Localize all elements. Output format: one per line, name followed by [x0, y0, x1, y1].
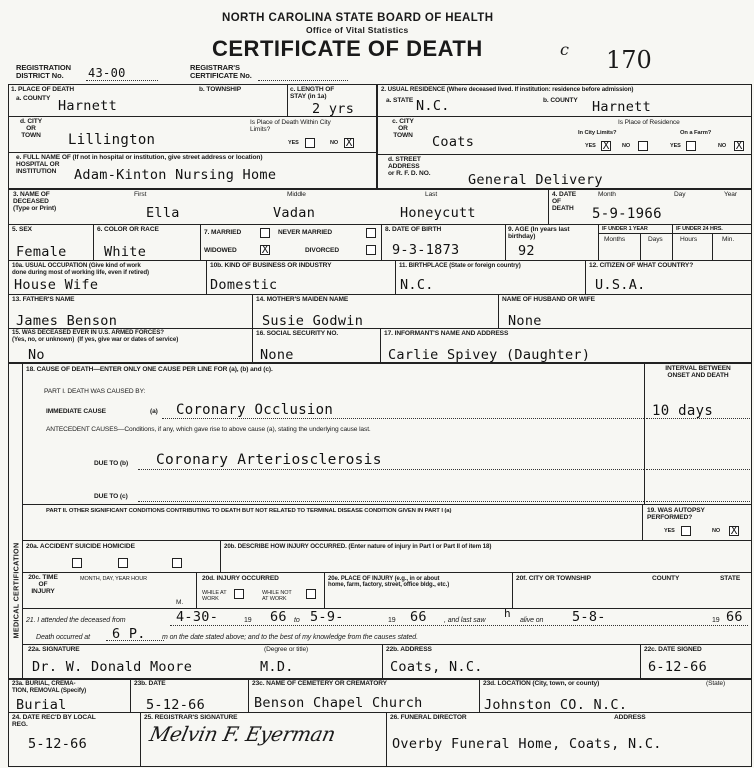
date-of-birth: 9-3-1873: [392, 242, 460, 258]
father-label: 13. FATHER'S NAME: [12, 296, 75, 303]
line: [380, 328, 381, 362]
farm-yes-label: YES: [670, 143, 681, 149]
line: [8, 260, 752, 261]
due-to-c-label: DUE TO (c): [94, 493, 128, 500]
line: [498, 294, 499, 328]
first-label: First: [134, 191, 147, 198]
occupation: House Wife: [14, 277, 99, 293]
underlying-cause: Coronary Arteriosclerosis: [156, 452, 382, 468]
birthplace-label: 11. BIRTHPLACE (State or foreign country): [399, 262, 521, 269]
date-of-birth-label: 8. DATE OF BIRTH: [385, 226, 442, 233]
cause-b-line: [138, 469, 644, 470]
section-divider: [376, 84, 378, 188]
line: [640, 644, 641, 678]
line: [22, 644, 752, 645]
burial-date: 5-12-66: [146, 697, 205, 713]
days-label: Days: [648, 236, 663, 243]
street-address: General Delivery: [468, 172, 603, 188]
frame-left: [8, 84, 9, 766]
hospital-name: Adam-Kinton Nursing Home: [74, 167, 277, 183]
widowed-checkbox[interactable]: X: [261, 243, 269, 256]
autopsy-yes-checkbox[interactable]: [681, 526, 691, 536]
under-year-label: IF UNDER 1 YEAR: [602, 226, 648, 232]
last-seen-date: 5-8-: [572, 609, 606, 625]
in-city-limits-label: In City Limits?: [578, 130, 617, 136]
injury-occurred-label: 20d. INJURY OCCURRED: [202, 575, 279, 582]
line: [8, 152, 376, 153]
line: [22, 608, 752, 609]
last-seen-year: 66: [726, 609, 743, 625]
last-seen-19: 19: [712, 617, 720, 624]
usual-residence-label: 2. USUAL RESIDENCE (Where deceased lived. If institution: residence before admission): [381, 86, 634, 93]
physician-degree: M.D.: [260, 659, 294, 675]
line: [644, 362, 645, 504]
physician-address-label: 22b. ADDRESS: [386, 646, 432, 653]
handwritten-mark: c: [560, 40, 569, 59]
line: [220, 540, 221, 572]
funeral-director: Overby Funeral Home, Coats, N.C.: [392, 736, 662, 752]
line: [130, 678, 131, 712]
cause-c-line: [138, 501, 644, 502]
never-married-checkbox[interactable]: [366, 228, 376, 238]
burial-kind: Burial: [16, 697, 67, 713]
in-city-no-label: NO: [622, 143, 631, 149]
sex-label: 5. SEX: [12, 226, 32, 233]
attended-to-19: 19: [388, 617, 396, 624]
autopsy-no-checkbox[interactable]: X: [730, 524, 738, 537]
date-received: 5-12-66: [28, 736, 87, 752]
document-title: CERTIFICATE OF DEATH: [212, 36, 483, 61]
attended-label: 21. I attended the deceased from: [26, 617, 126, 624]
age-label: 9. AGE (In years last birthday): [508, 226, 570, 240]
mother-name: Susie Godwin: [262, 313, 364, 329]
farm-no-checkbox[interactable]: X: [735, 139, 743, 152]
line: [140, 712, 141, 766]
residence-county: Harnett: [592, 99, 651, 115]
death-city: Lillington: [68, 132, 156, 148]
registrar-certificate-label: REGISTRAR'S CERTIFICATE No.: [190, 63, 252, 80]
while-work-checkbox[interactable]: [234, 589, 244, 599]
date-of-death-label: 4. DATE OF DEATH: [552, 191, 577, 212]
death-hour: 6 P.: [112, 626, 146, 642]
line: [8, 294, 752, 295]
registration-district-value: 43-00: [88, 66, 126, 80]
month-label: Month: [598, 191, 616, 198]
day-label: Day: [674, 191, 686, 198]
burial-date-label: 23b. DATE: [134, 680, 166, 687]
never-married-label: NEVER MARRIED: [278, 229, 333, 236]
last-name: Honeycutt: [400, 205, 476, 221]
deceased-name-label: 3. NAME OF DECEASED (Type or Print): [13, 191, 57, 212]
date-signed-label: 22c. DATE SIGNED: [644, 646, 702, 653]
sex: Female: [16, 244, 67, 260]
line: [640, 233, 641, 260]
injury-county-label: COUNTY: [652, 575, 680, 582]
line: [376, 116, 752, 117]
place-of-residence-label: Is Place of Residence: [618, 119, 680, 126]
medical-certification-side-label: MEDICAL CERTIFICATION: [11, 542, 21, 639]
burial-location: Johnston CO. N.C.: [484, 697, 628, 713]
funeral-address-label: ADDRESS: [614, 714, 646, 721]
line: [386, 712, 387, 766]
line: [8, 712, 752, 713]
in-city-no-checkbox[interactable]: [638, 141, 648, 151]
date-received-label: 24. DATE REC'D BY LOCAL REG.: [12, 714, 96, 728]
middle-label: Middle: [287, 191, 306, 198]
line: [642, 504, 643, 540]
cert-dotline: [258, 80, 348, 81]
line: [712, 233, 713, 260]
interval-b-line: [646, 469, 750, 470]
line: [548, 188, 549, 224]
injury-kind-label: 20a. ACCIDENT SUICIDE HOMICIDE: [26, 543, 135, 550]
farm-no-label: NO: [718, 143, 727, 149]
line: [479, 678, 480, 712]
street-address-label: d. STREET ADDRESS or R. F. D. NO.: [388, 156, 431, 177]
citizen: U.S.A.: [595, 277, 646, 293]
while-work-label: WHILE AT WORK: [202, 590, 227, 602]
injury-time-m: M.: [176, 599, 184, 606]
interval-label: INTERVAL BETWEEN ONSET AND DEATH: [665, 365, 731, 379]
onset-interval: 10 days: [652, 403, 714, 419]
date-of-death: 5-9-1966: [592, 206, 662, 222]
due-to-b-label: DUE TO (b): [94, 460, 129, 467]
residence-city: Coats: [432, 134, 475, 150]
not-work-checkbox[interactable]: [306, 589, 316, 599]
degree-label: (Degree or title): [264, 646, 309, 653]
line: [598, 233, 752, 234]
race-label: 6. COLOR OR RACE: [97, 226, 159, 233]
line: [93, 224, 94, 260]
residence-city-label: c. CITY OR TOWN: [392, 118, 414, 139]
cause-of-death-label: 18. CAUSE OF DEATH—ENTER ONLY ONE CAUSE PER LINE FOR (a), (b) and (c).: [26, 366, 273, 373]
age: 92: [518, 243, 535, 259]
interval-a-line: [646, 418, 750, 419]
residence-county-label: b. COUNTY: [543, 97, 578, 104]
line: [598, 224, 599, 260]
father-name: James Benson: [16, 313, 118, 329]
hours-label: Hours: [680, 236, 698, 243]
min-label: Min.: [722, 236, 735, 243]
armed-forces-label: 15. WAS DECEASED EVER IN U.S. ARMED FORCES? (Yes, no, or unknown) (If yes, give war or dates of service): [12, 329, 179, 343]
injury-city-label: 20f. CITY OR TOWNSHIP: [516, 575, 591, 582]
line: [22, 540, 752, 541]
middle-name: Vadan: [273, 205, 316, 221]
last-label: Last: [425, 191, 438, 198]
part1-label: PART I. DEATH WAS CAUSED BY:: [44, 388, 146, 395]
armed-forces: No: [28, 347, 45, 363]
length-of-stay: 2 yrs: [312, 101, 355, 117]
occupation-label: 10a. USUAL OCCUPATION (Give kind of work done during most of working life, even if retired): [12, 262, 149, 276]
limits-no-checkbox[interactable]: X: [345, 136, 353, 149]
line: [505, 224, 506, 260]
attended-to: 5-9-: [310, 609, 344, 625]
in-city-yes-checkbox[interactable]: X: [602, 139, 610, 152]
divorced-label: DIVORCED: [305, 247, 340, 254]
first-name: Ella: [146, 205, 180, 221]
burial-kind-label: 23a. BURIAL, CREMA- TION, REMOVAL (Specify): [12, 680, 87, 694]
autopsy-yes-label: YES: [664, 528, 675, 534]
line: [376, 154, 752, 155]
spouse-label: NAME OF HUSBAND OR WIFE: [502, 296, 595, 303]
death-county: Harnett: [58, 98, 117, 114]
district-dotline: [86, 80, 158, 81]
limits-no-label: NO: [330, 140, 339, 146]
office-name: Office of Vital Statistics: [306, 25, 409, 35]
immediate-cause: Coronary Occlusion: [176, 402, 334, 418]
last-saw-mark: h: [504, 607, 511, 620]
line: [585, 260, 586, 294]
death-occurred-label: Death occurred at: [36, 634, 90, 641]
attend-line: [170, 625, 748, 626]
death-occurred-rest: m on the date stated above; and to the best of my knowledge from the causes stated.: [162, 634, 418, 641]
cemetery-label: 23c. NAME OF CEMETERY OR CREMATORY: [252, 680, 387, 687]
attended-from: 4-30-: [176, 609, 219, 625]
township-label: b. TOWNSHIP: [199, 86, 242, 93]
on-farm-label: On a Farm?: [680, 130, 712, 136]
frame-top: [8, 84, 752, 85]
line: [672, 224, 673, 260]
divorced-checkbox[interactable]: [366, 245, 376, 255]
registrar-signature: Melvin F. Eyerman: [147, 722, 338, 746]
length-of-stay-label: c. LENGTH OF STAY (in 1a): [290, 86, 335, 100]
line: [206, 260, 207, 294]
business-label: 10b. KIND OF BUSINESS OR INDUSTRY: [210, 262, 332, 269]
date-signed: 6-12-66: [648, 659, 707, 675]
line: [382, 644, 383, 678]
injury-state-label: STATE: [720, 575, 741, 582]
mother-label: 14. MOTHER'S MAIDEN NAME: [256, 296, 349, 303]
interval-c-line: [646, 501, 750, 502]
line: [287, 84, 288, 116]
location-state-label: (State): [706, 680, 726, 687]
limits-yes-checkbox[interactable]: [305, 138, 315, 148]
immediate-cause-label: IMMEDIATE CAUSE: [46, 408, 106, 415]
line: [252, 294, 253, 328]
ssn-label: 16. SOCIAL SECURITY NO.: [256, 330, 339, 337]
suicide-checkbox[interactable]: [118, 558, 128, 568]
line: [252, 328, 253, 362]
farm-yes-checkbox[interactable]: [686, 141, 696, 151]
part2-label: PART II. OTHER SIGNIFICANT CONDITIONS CONTRIBUTING TO DEATH BUT NOT RELATED TO TERMINAL DISEASE CONDITION GIVEN IN PART I (a): [46, 508, 452, 514]
year-label: Year: [724, 191, 737, 198]
cause-a-line: [162, 418, 644, 419]
accident-checkbox[interactable]: [72, 558, 82, 568]
race: White: [104, 244, 147, 260]
line: [196, 572, 197, 608]
in-city-yes-label: YES: [585, 143, 596, 149]
physician-signature: Dr. W. Donald Moore: [32, 659, 193, 675]
last-saw-label: , and last saw: [444, 617, 486, 624]
line: [8, 188, 752, 190]
attended-from-year: 66: [270, 609, 287, 625]
place-of-death-label: 1. PLACE OF DEATH: [11, 86, 75, 93]
homicide-checkbox[interactable]: [172, 558, 182, 568]
agency-name: NORTH CAROLINA STATE BOARD OF HEALTH: [222, 12, 494, 24]
birthplace: N.C.: [400, 277, 434, 293]
line: [200, 224, 201, 260]
location-label: 23d. LOCATION (City, town, or county): [483, 680, 600, 687]
autopsy-label: 19. WAS AUTOPSY PERFORMED?: [647, 507, 705, 521]
widowed-label: WIDOWED: [204, 247, 237, 254]
line: [8, 362, 752, 364]
cause-a-label: (a): [150, 408, 158, 415]
under-day-label: IF UNDER 24 HRS.: [676, 226, 723, 232]
line: [22, 572, 752, 573]
alive-on-label: alive on: [520, 617, 544, 624]
hospital-label: e. FULL NAME OF (If not in hospital or institution, give street address or location) HOSPITAL OR INSTITUTION: [16, 154, 263, 175]
line: [248, 678, 249, 712]
spouse-name: None: [508, 313, 542, 329]
line: [8, 116, 376, 117]
attended-to-year: 66: [410, 609, 427, 625]
attended-to-label: to: [294, 617, 300, 624]
death-county-label: a. COUNTY: [16, 95, 51, 102]
frame-bottom: [8, 766, 752, 767]
married-checkbox[interactable]: [260, 228, 270, 238]
frame-right: [751, 84, 752, 766]
informant-label: 17. INFORMANT'S NAME AND ADDRESS: [384, 330, 509, 337]
injury-time-label: 20c. TIME OF INJURY: [28, 574, 58, 595]
line: [22, 362, 23, 678]
antecedent-label: ANTECEDENT CAUSES—Conditions, if any, which gave rise to above cause (a), stating the underlying cause last.: [46, 426, 371, 433]
limits-yes-label: YES: [288, 140, 299, 146]
married-label: 7. MARRIED: [204, 229, 242, 236]
registrar-signature-label: 25. REGISTRAR'S SIGNATURE: [144, 714, 238, 721]
within-limits-label: Is Place of Death Within City Limits?: [250, 119, 331, 133]
death-city-label: d. CITY OR TOWN: [19, 118, 42, 139]
months-label: Months: [604, 236, 626, 243]
citizen-label: 12. CITIZEN OF WHAT COUNTRY?: [589, 262, 694, 269]
cemetery: Benson Chapel Church: [254, 695, 423, 711]
funeral-director-label: 26. FUNERAL DIRECTOR: [390, 714, 467, 721]
hour-line: [106, 640, 164, 641]
residence-state: N.C.: [416, 98, 450, 114]
injury-place-label: 20e. PLACE OF INJURY (e.g., in or about home, farm, factory, street, office bldg., etc.): [328, 576, 450, 589]
residence-state-label: a. STATE: [386, 97, 414, 104]
autopsy-no-label: NO: [712, 528, 721, 534]
business: Domestic: [210, 277, 278, 293]
injury-time-cols: MONTH, DAY, YEAR HOUR: [80, 576, 147, 582]
informant: Carlie Spivey (Daughter): [388, 347, 591, 363]
attended-from-19: 19: [244, 617, 252, 624]
how-injury-label: 20b. DESCRIBE HOW INJURY OCCURRED. (Enter nature of injury in Part I or Part II of item 18): [224, 543, 492, 550]
physician-signature-label: 22a. SIGNATURE: [28, 646, 80, 653]
physician-address: Coats, N.C.: [390, 659, 483, 675]
ssn: None: [260, 347, 294, 363]
registration-district-label: REGISTRATION DISTRICT No.: [16, 63, 71, 80]
line: [512, 572, 513, 608]
certificate-number: 170: [606, 46, 652, 74]
line: [324, 572, 325, 608]
not-work-label: WHILE NOT AT WORK: [262, 590, 292, 602]
line: [8, 224, 752, 225]
line: [395, 260, 396, 294]
line: [381, 224, 382, 260]
